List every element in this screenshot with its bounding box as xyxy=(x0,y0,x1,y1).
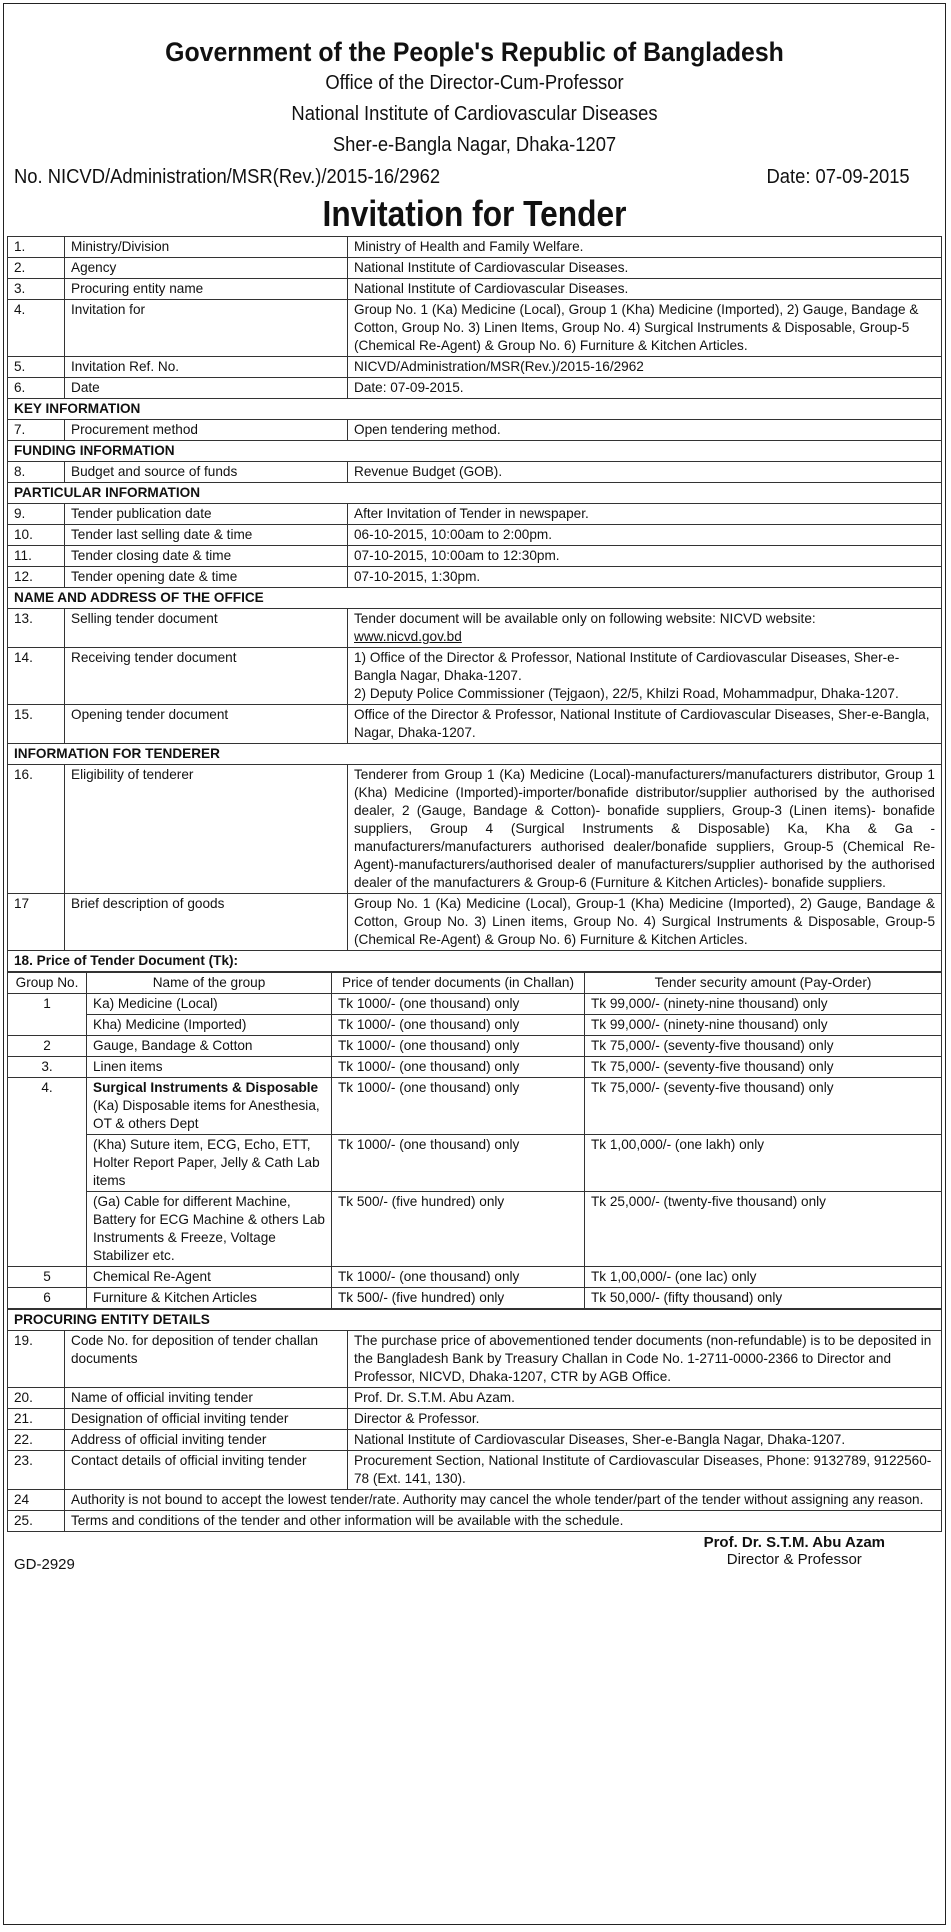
website-link[interactable]: www.nicvd.gov.bd xyxy=(354,629,462,644)
signatory-name: Prof. Dr. S.T.M. Abu Azam xyxy=(703,1534,885,1551)
row-value: Procurement Section, National Institute of Cardiovascular Diseases, Phone: 9132789, 9122560-78 (Ext. 141, 130). xyxy=(348,1451,942,1490)
row-value: Terms and conditions of the tender and other information will be available with the schedule. xyxy=(65,1511,942,1532)
table-row xyxy=(8,1409,942,1430)
price-value: Tk 1000/- (one thousand) only xyxy=(332,994,585,1015)
price-row xyxy=(8,1015,942,1036)
row-label: Designation of official inviting tender xyxy=(65,1409,348,1430)
security-value: Tk 75,000/- (seventy-five thousand) only xyxy=(585,1036,942,1057)
row-label: Contact details of official inviting tender xyxy=(65,1451,348,1490)
security-value: Tk 75,000/- (seventy-five thousand) only xyxy=(585,1078,942,1135)
row-label: Eligibility of tenderer xyxy=(65,765,348,894)
signature-block xyxy=(704,1534,885,1568)
row-number: 21. xyxy=(8,1409,65,1430)
row-value: Group No. 1 (Ka) Medicine (Local), Group 1 (Kha) Medicine (Imported), 2) Gauge, Bandage & Cotton, Group No. 3) Linen Items, Group No. 4) Surgical Instruments & Disposable, Group-5 (Chemical Re-Agent) & Group No. 6) Furniture & Kitchen Articles. xyxy=(348,300,942,357)
row-label: Procurement method xyxy=(65,420,348,441)
footer xyxy=(4,1532,945,1588)
security-value: Tk 99,000/- (ninety-nine thousand) only xyxy=(585,994,942,1015)
price-row xyxy=(8,1036,942,1057)
table-row xyxy=(8,894,942,951)
row-value: Director & Professor. xyxy=(348,1409,942,1430)
table-row xyxy=(8,705,942,744)
row-value: Open tendering method. xyxy=(348,420,942,441)
institute-line: National Institute of Cardiovascular Diseases xyxy=(291,103,658,125)
selling-text: Tender document will be available only on following website: NICVD website: xyxy=(354,611,816,626)
group-name-bold: Surgical Instruments & Disposable xyxy=(93,1080,319,1095)
price-value: Tk 1000/- (one thousand) only xyxy=(332,1135,585,1192)
row-label: Budget and source of funds xyxy=(65,462,348,483)
row-value: 07-10-2015, 1:30pm. xyxy=(348,567,942,588)
signatory-title: Director & Professor xyxy=(726,1551,862,1568)
section-header: PARTICULAR INFORMATION xyxy=(8,483,942,504)
col-group-no: Group No. xyxy=(8,973,87,994)
section-header: INFORMATION FOR TENDERER xyxy=(8,744,942,765)
table-row xyxy=(8,258,942,279)
price-header-row xyxy=(8,973,942,994)
row-label: Opening tender document xyxy=(65,705,348,744)
col-price: Price of tender documents (in Challan) xyxy=(332,973,585,994)
row-label: Tender closing date & time xyxy=(65,546,348,567)
row-number: 20. xyxy=(8,1388,65,1409)
row-value xyxy=(348,609,942,648)
table-row xyxy=(8,462,942,483)
security-value: Tk 1,00,000/- (one lac) only xyxy=(585,1267,942,1288)
row-value: Prof. Dr. S.T.M. Abu Azam. xyxy=(348,1388,942,1409)
col-name: Name of the group xyxy=(87,973,332,994)
price-value: Tk 1000/- (one thousand) only xyxy=(332,1015,585,1036)
row-number: 22. xyxy=(8,1430,65,1451)
row-number: 23. xyxy=(8,1451,65,1490)
row-value: After Invitation of Tender in newspaper. xyxy=(348,504,942,525)
security-value: Tk 75,000/- (seventy-five thousand) only xyxy=(585,1057,942,1078)
price-value: Tk 1000/- (one thousand) only xyxy=(332,1267,585,1288)
table-row xyxy=(8,237,942,258)
page-title: Invitation for Tender xyxy=(322,193,627,234)
row-number: 17 xyxy=(8,894,65,951)
notice-date: Date: 07-09-2015 xyxy=(766,166,910,188)
section-header: 18. Price of Tender Document (Tk): xyxy=(8,951,942,972)
row-label: Address of official inviting tender xyxy=(65,1430,348,1451)
row-value: Office of the Director & Professor, National Institute of Cardiovascular Diseases, Sher-e-Bangla, Nagar, Dhaka-1207. xyxy=(348,705,942,744)
row-label: Tender publication date xyxy=(65,504,348,525)
table-row xyxy=(8,1490,942,1511)
row-label: Name of official inviting tender xyxy=(65,1388,348,1409)
price-row xyxy=(8,1078,942,1135)
info-table xyxy=(7,236,942,972)
security-value: Tk 99,000/- (ninety-nine thousand) only xyxy=(585,1015,942,1036)
table-row xyxy=(8,378,942,399)
row-number: 4. xyxy=(8,300,65,357)
row-label: Tender last selling date & time xyxy=(65,525,348,546)
header xyxy=(4,36,945,161)
row-label: Tender opening date & time xyxy=(65,567,348,588)
price-row xyxy=(8,1135,942,1192)
tender-notice xyxy=(3,3,946,1925)
table-row xyxy=(8,765,942,894)
table-row xyxy=(8,279,942,300)
row-label: Receiving tender document xyxy=(65,648,348,705)
government-heading: Government of the People's Republic of Bangladesh xyxy=(165,37,784,67)
group-no: 5 xyxy=(8,1267,87,1288)
row-number: 8. xyxy=(8,462,65,483)
row-number: 25. xyxy=(8,1511,65,1532)
group-name: (Kha) Suture item, ECG, Echo, ETT, Holter Report Paper, Jelly & Cath Lab items xyxy=(87,1135,332,1192)
section-header: PROCURING ENTITY DETAILS xyxy=(8,1310,942,1331)
row-value: 06-10-2015, 10:00am to 2:00pm. xyxy=(348,525,942,546)
table-row xyxy=(8,420,942,441)
row-number: 5. xyxy=(8,357,65,378)
row-value: NICVD/Administration/MSR(Rev.)/2015-16/2962 xyxy=(348,357,942,378)
row-number: 24 xyxy=(8,1490,65,1511)
price-value: Tk 500/- (five hundred) only xyxy=(332,1192,585,1267)
price-value: Tk 500/- (five hundred) only xyxy=(332,1288,585,1309)
price-value: Tk 1000/- (one thousand) only xyxy=(332,1036,585,1057)
table-row xyxy=(8,1388,942,1409)
row-number: 7. xyxy=(8,420,65,441)
security-value: Tk 50,000/- (fifty thousand) only xyxy=(585,1288,942,1309)
row-label: Ministry/Division xyxy=(65,237,348,258)
row-number: 15. xyxy=(8,705,65,744)
price-value: Tk 1000/- (one thousand) only xyxy=(332,1078,585,1135)
row-value: National Institute of Cardiovascular Diseases. xyxy=(348,279,942,300)
table-row xyxy=(8,567,942,588)
group-name: Ka) Medicine (Local) xyxy=(87,994,332,1015)
row-value: The purchase price of abovementioned tender documents (non-refundable) is to be deposited in the Bangladesh Bank by Treasury Challan in Code No. 1-2711-0000-2366 to Director and Professor, NICVD, Dhaka-1207, CTR by AGB Office. xyxy=(348,1331,942,1388)
security-value: Tk 1,00,000/- (one lakh) only xyxy=(585,1135,942,1192)
table-row xyxy=(8,300,942,357)
table-row xyxy=(8,525,942,546)
group-name: Gauge, Bandage & Cotton xyxy=(87,1036,332,1057)
reference-number: No. NICVD/Administration/MSR(Rev.)/2015-16/2962 xyxy=(14,166,441,188)
row-label: Agency xyxy=(65,258,348,279)
row-label: Brief description of goods xyxy=(65,894,348,951)
office-line: Office of the Director-Cum-Professor xyxy=(325,72,624,94)
table-row xyxy=(8,648,942,705)
subgroup-name: (Ka) Disposable items for Anesthesia, OT & others Dept xyxy=(93,1098,320,1131)
row-number: 6. xyxy=(8,378,65,399)
receiving-address-1: 1) Office of the Director & Professor, National Institute of Cardiovascular Diseases, Sher-e-Bangla Nagar, Dhaka-1207. xyxy=(354,650,900,683)
section-header: KEY INFORMATION xyxy=(8,399,942,420)
row-label: Date xyxy=(65,378,348,399)
row-number: 12. xyxy=(8,567,65,588)
row-label: Procuring entity name xyxy=(65,279,348,300)
row-label: Code No. for deposition of tender challan documents xyxy=(65,1331,348,1388)
row-label: Invitation Ref. No. xyxy=(65,357,348,378)
row-label: Invitation for xyxy=(65,300,348,357)
row-value: Group No. 1 (Ka) Medicine (Local), Group-1 (Kha) Medicine (Imported), 2) Gauge, Bandage & Cotton, Group No. 3) Linen items, Group No. 4) Surgical Instruments & Disposable, Group-5 (Chemical Re-Agent) & Group No. 6) Furniture & Kitchen Articles. xyxy=(348,894,942,951)
price-row xyxy=(8,1192,942,1267)
row-number: 16. xyxy=(8,765,65,894)
group-name: Chemical Re-Agent xyxy=(87,1267,332,1288)
price-row xyxy=(8,1267,942,1288)
table-row xyxy=(8,1331,942,1388)
table-row xyxy=(8,504,942,525)
row-number: 3. xyxy=(8,279,65,300)
row-number: 19. xyxy=(8,1331,65,1388)
row-value: Authority is not bound to accept the lowest tender/rate. Authority may cancel the whole tender/part of the tender without assigning any reason. xyxy=(65,1490,942,1511)
price-row xyxy=(8,1288,942,1309)
row-number: 10. xyxy=(8,525,65,546)
col-security: Tender security amount (Pay-Order) xyxy=(585,973,942,994)
row-value: Date: 07-09-2015. xyxy=(348,378,942,399)
receiving-address-2: 2) Deputy Police Commissioner (Tejgaon), 22/5, Khilzi Road, Mohammadpur, Dhaka-1207. xyxy=(354,686,899,701)
group-no: 2 xyxy=(8,1036,87,1057)
group-no: 6 xyxy=(8,1288,87,1309)
group-name: Furniture & Kitchen Articles xyxy=(87,1288,332,1309)
table-row xyxy=(8,1511,942,1532)
table-row xyxy=(8,609,942,648)
row-value: Ministry of Health and Family Welfare. xyxy=(348,237,942,258)
row-value: Revenue Budget (GOB). xyxy=(348,462,942,483)
table-row xyxy=(8,1451,942,1490)
row-number: 14. xyxy=(8,648,65,705)
address-line: Sher-e-Bangla Nagar, Dhaka-1207 xyxy=(332,134,617,156)
reference-row xyxy=(4,164,945,190)
security-value: Tk 25,000/- (twenty-five thousand) only xyxy=(585,1192,942,1267)
price-table xyxy=(7,972,942,1309)
price-row xyxy=(8,994,942,1015)
table-row xyxy=(8,357,942,378)
row-value: National Institute of Cardiovascular Diseases, Sher-e-Bangla Nagar, Dhaka-1207. xyxy=(348,1430,942,1451)
price-row xyxy=(8,1057,942,1078)
group-name: Linen items xyxy=(87,1057,332,1078)
group-no: 3. xyxy=(8,1057,87,1078)
row-value: 07-10-2015, 10:00am to 12:30pm. xyxy=(348,546,942,567)
group-name xyxy=(87,1078,332,1135)
group-name: Kha) Medicine (Imported) xyxy=(87,1015,332,1036)
row-value xyxy=(348,648,942,705)
row-label: Selling tender document xyxy=(65,609,348,648)
group-name: (Ga) Cable for different Machine, Battery for ECG Machine & others Lab Instruments & Freeze, Voltage Stabilizer etc. xyxy=(87,1192,332,1267)
procuring-table xyxy=(7,1309,942,1532)
table-row xyxy=(8,546,942,567)
row-value: National Institute of Cardiovascular Diseases. xyxy=(348,258,942,279)
row-number: 9. xyxy=(8,504,65,525)
group-no: 1 xyxy=(8,994,87,1036)
table-row xyxy=(8,1430,942,1451)
row-number: 13. xyxy=(8,609,65,648)
gd-code: GD-2929 xyxy=(14,1556,75,1573)
section-header: FUNDING INFORMATION xyxy=(8,441,942,462)
row-value: Tenderer from Group 1 (Ka) Medicine (Local)-manufacturers/manufacturers distributor, Group 1 (Kha) Medicine (Imported)-importer/bonafide distributor/supplier authorised by the authorised dealer, 2 (Gauge, Bandage & Cotton)- bonafide suppliers, Group-3 (Linen items)- bonafide suppliers, Group 4 (Surgical Instruments & Disposable) Ka, Kha & Ga - manufacturers/manufacturers authorised dealer/bonafide suppliers, Group-5 (Chemical Re-Agent)-manufacturers/authorised dealer of manufacturers/supplier authorised by the authorised dealer of the manufacturers & Group-6 (Furniture & Kitchen Articles)- bonafide suppliers. xyxy=(348,765,942,894)
row-number: 1. xyxy=(8,237,65,258)
group-no: 4. xyxy=(8,1078,87,1267)
price-value: Tk 1000/- (one thousand) only xyxy=(332,1057,585,1078)
section-header: NAME AND ADDRESS OF THE OFFICE xyxy=(8,588,942,609)
row-number: 11. xyxy=(8,546,65,567)
row-number: 2. xyxy=(8,258,65,279)
